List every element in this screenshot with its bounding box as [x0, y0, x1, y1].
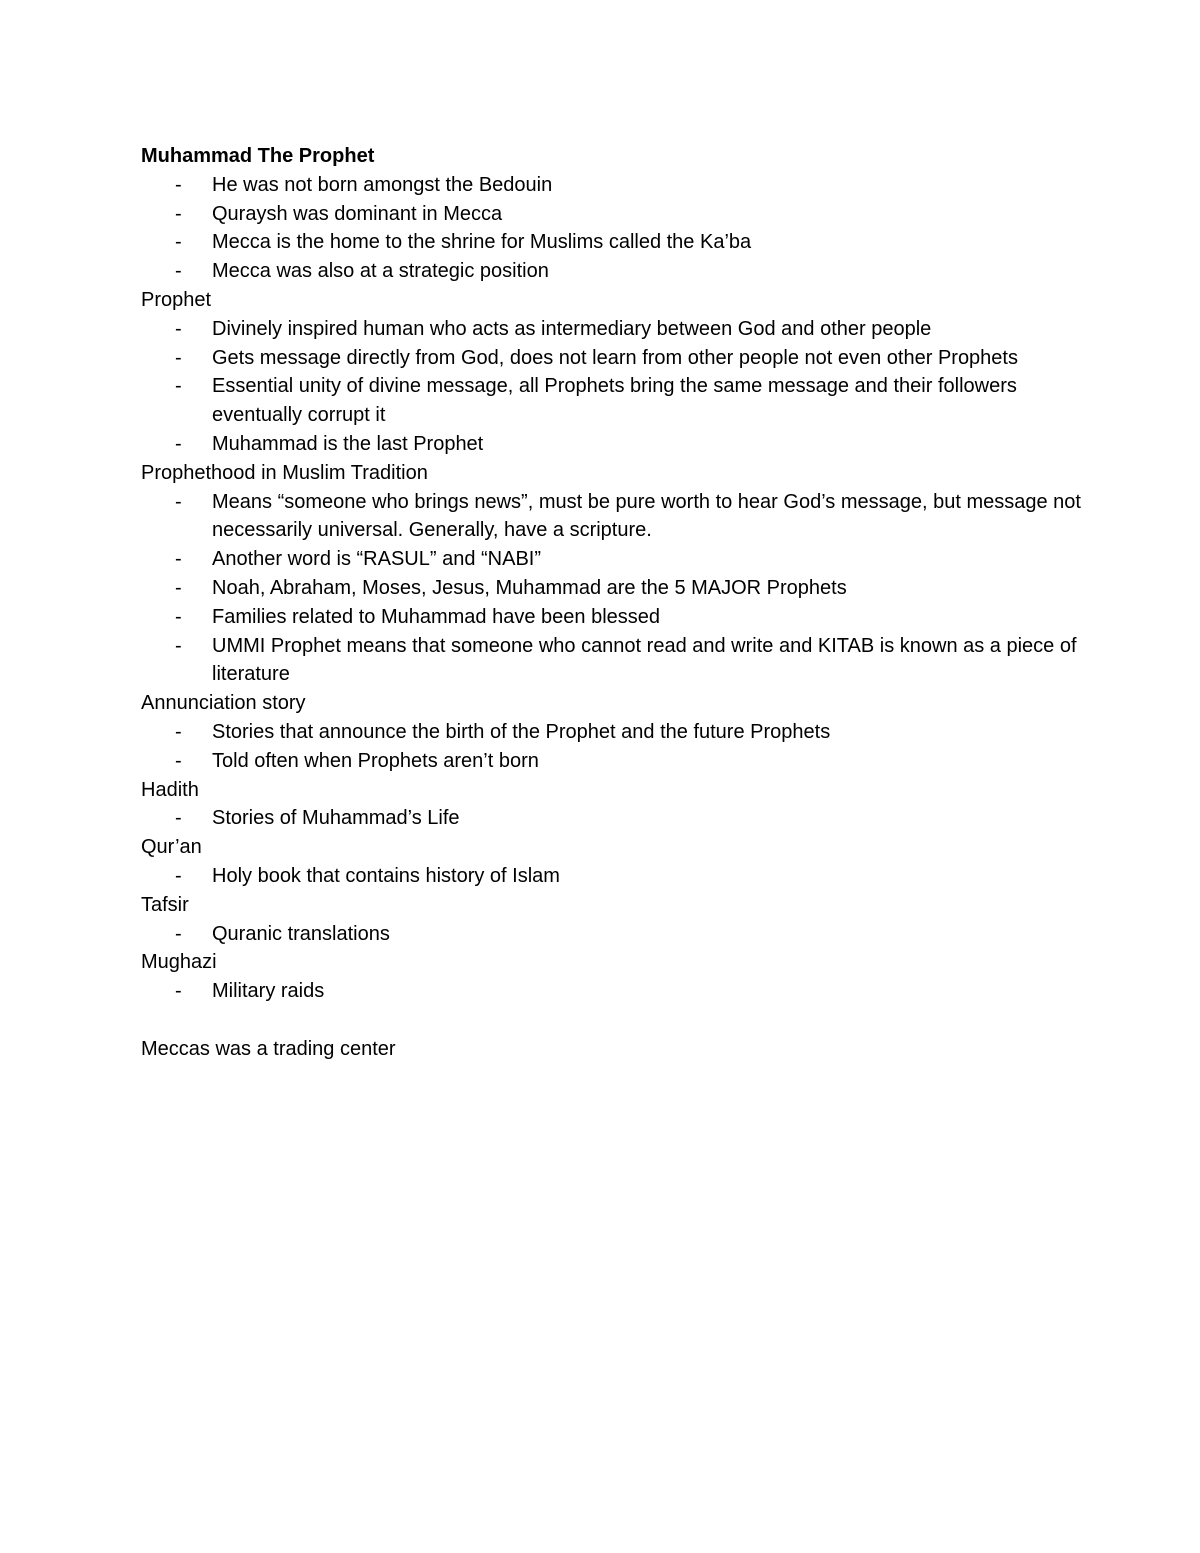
list-item-text: Families related to Muhammad have been blessed — [212, 605, 661, 628]
list-item-text: Military raids — [212, 980, 325, 1003]
bullet-dash: - — [175, 173, 182, 196]
list-item-text: Another word is “RASUL” and “NABI” — [212, 548, 542, 571]
bullet-list — [141, 488, 1081, 690]
bullet-dash: - — [175, 202, 182, 225]
bullet-dash: - — [175, 231, 182, 254]
list-item — [141, 488, 1081, 546]
bullet-dash: - — [175, 548, 182, 571]
bullet-dash: - — [175, 605, 182, 628]
list-item-text: Mecca is the home to the shrine for Muslims called the Ka’ba — [212, 231, 752, 254]
list-item — [141, 171, 1081, 200]
section — [141, 142, 1081, 286]
list-item-text: Noah, Abraham, Moses, Jesus, Muhammad are the 5 MAJOR Prophets — [212, 576, 847, 599]
list-item-text: UMMI Prophet means that someone who cannot read and write and KITAB is known as a piece of literature — [212, 634, 1077, 686]
list-item-text: Stories that announce the birth of the Prophet and the future Prophets — [212, 720, 831, 743]
list-item — [141, 804, 1081, 833]
bullet-dash: - — [175, 346, 182, 369]
list-item-text: Holy book that contains history of Islam — [212, 864, 560, 887]
bullet-dash: - — [175, 749, 182, 772]
list-item — [141, 977, 1081, 1006]
section-heading: Mughazi — [141, 951, 217, 974]
section — [141, 833, 1081, 891]
bullet-dash: - — [175, 807, 182, 830]
document-body — [141, 142, 1081, 1064]
bullet-dash: - — [175, 260, 182, 283]
bullet-dash: - — [175, 576, 182, 599]
list-item — [141, 344, 1081, 373]
list-item — [141, 574, 1081, 603]
bullet-dash: - — [175, 432, 182, 455]
closing-line: Meccas was a trading center — [141, 1037, 396, 1060]
bullet-list — [141, 315, 1081, 459]
section-heading: Muhammad The Prophet — [141, 145, 375, 167]
section-heading: Tafsir — [141, 893, 189, 916]
bullet-dash: - — [175, 922, 182, 945]
list-item — [141, 632, 1081, 690]
bullet-dash: - — [175, 864, 182, 887]
bullet-dash: - — [175, 720, 182, 743]
blank-line — [141, 1006, 1081, 1035]
list-item-text: Gets message directly from God, does not learn from other people not even other Prophets — [212, 346, 1018, 369]
section-heading: Hadith — [141, 778, 199, 801]
section-heading: Annunciation story — [141, 692, 306, 715]
list-item-text: Quranic translations — [212, 922, 390, 945]
bullet-list — [141, 862, 1081, 891]
list-item — [141, 603, 1081, 632]
bullet-dash: - — [175, 490, 182, 513]
section — [141, 689, 1081, 775]
list-item — [141, 862, 1081, 891]
section — [141, 948, 1081, 1006]
bullet-dash: - — [175, 980, 182, 1003]
list-item-text: He was not born amongst the Bedouin — [212, 173, 553, 196]
bullet-list — [141, 977, 1081, 1006]
list-item-text: Told often when Prophets aren’t born — [212, 749, 539, 772]
list-item — [141, 228, 1081, 257]
list-item — [141, 200, 1081, 229]
list-item-text: Mecca was also at a strategic position — [212, 260, 549, 283]
list-item — [141, 545, 1081, 574]
section — [141, 891, 1081, 949]
section — [141, 459, 1081, 689]
section-heading: Prophethood in Muslim Tradition — [141, 461, 428, 484]
bullet-list — [141, 920, 1081, 949]
list-item-text: Stories of Muhammad’s Life — [212, 807, 460, 830]
bullet-list — [141, 718, 1081, 776]
list-item — [141, 372, 1081, 430]
bullet-dash: - — [175, 317, 182, 340]
list-item-text: Divinely inspired human who acts as intermediary between God and other people — [212, 317, 932, 340]
list-item — [141, 257, 1081, 286]
bullet-list — [141, 804, 1081, 833]
section-heading: Prophet — [141, 288, 212, 311]
section — [141, 286, 1081, 459]
section — [141, 776, 1081, 834]
list-item — [141, 747, 1081, 776]
list-item — [141, 430, 1081, 459]
list-item-text: Means “someone who brings news”, must be pure worth to hear God’s message, but message not necessarily universal. Generally, have a scripture. — [212, 490, 1081, 542]
list-item-text: Muhammad is the last Prophet — [212, 432, 484, 455]
bullet-dash: - — [175, 375, 182, 398]
bullet-dash: - — [175, 634, 182, 657]
list-item — [141, 315, 1081, 344]
list-item-text: Essential unity of divine message, all Prophets bring the same message and their followers eventually corrupt it — [212, 375, 1017, 427]
list-item-text: Quraysh was dominant in Mecca — [212, 202, 503, 225]
list-item — [141, 718, 1081, 747]
bullet-list — [141, 171, 1081, 286]
section-heading: Qur’an — [141, 836, 202, 859]
list-item — [141, 920, 1081, 949]
